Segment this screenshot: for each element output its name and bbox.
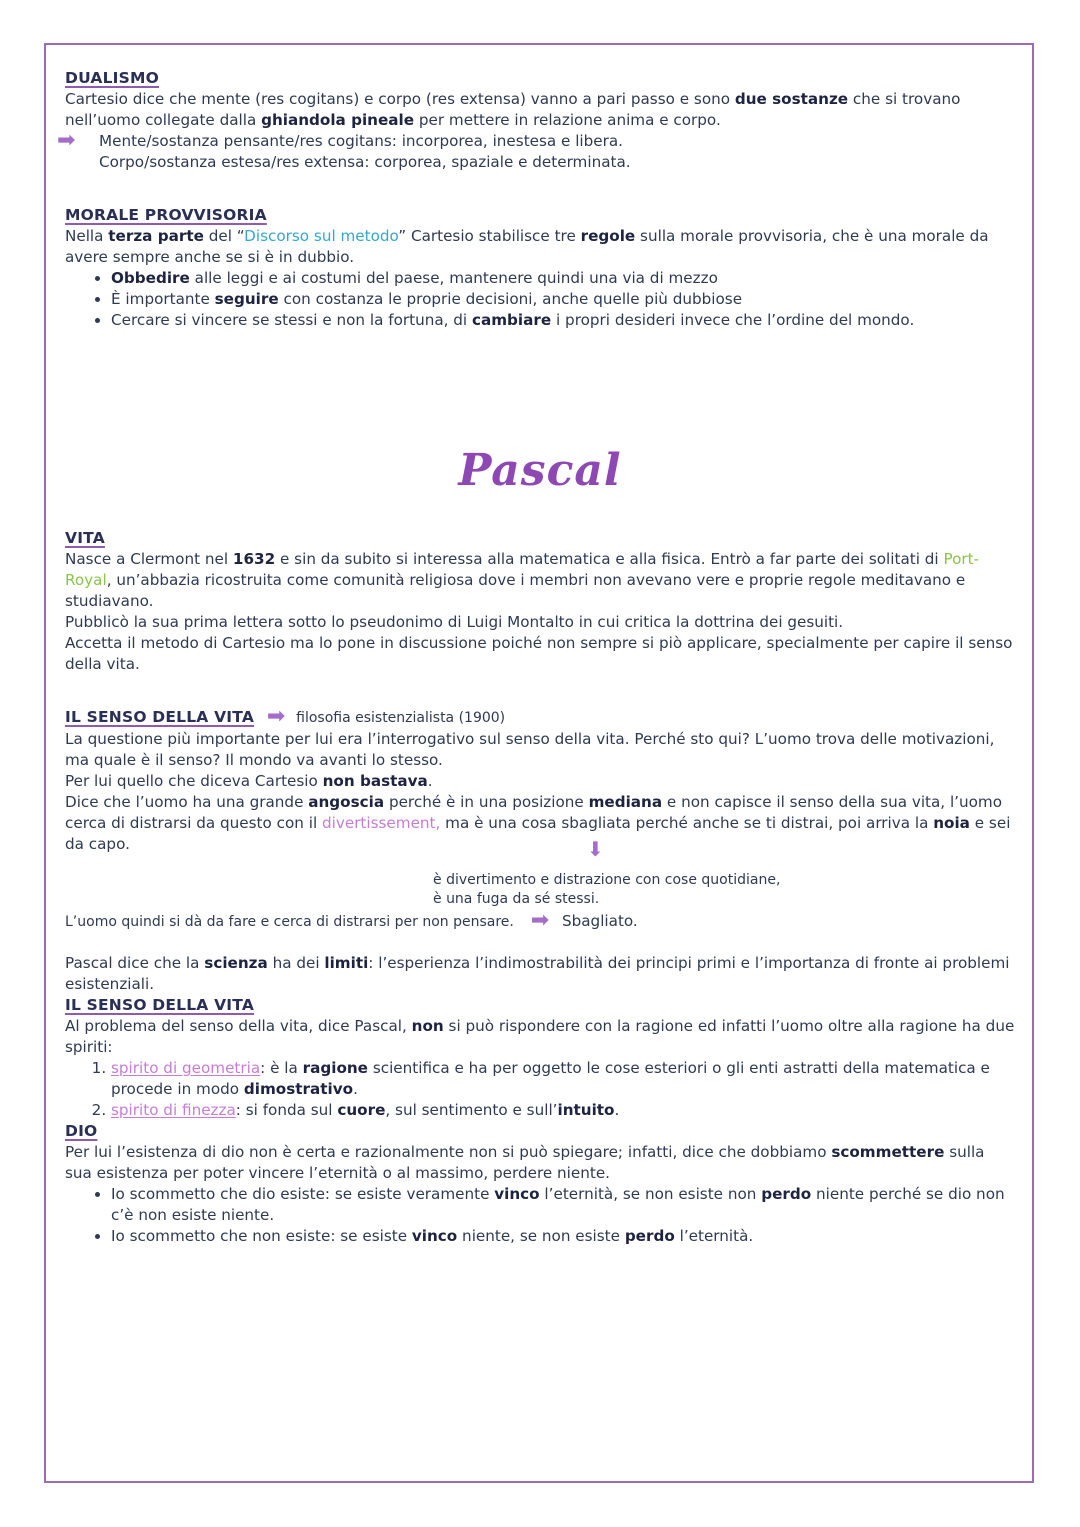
vita-paragraph-3: Accetta il metodo di Cartesio ma lo pone in discussione poiché non sempre si piò applicare, specialmente per capire il senso della vita. (65, 634, 1013, 673)
page-content (57, 68, 1015, 1245)
arrow-right-icon: ➡ (57, 128, 76, 153)
vita-paragraph-1: Nasce a Clermont nel 1632 e sin da subito si interessa alla matematica e alla fisica. Entrò a far parte dei solitati di Port-Royal, un’abbazia ricostruita come comunità religiosa dove i membri non avevano vere e proprie regole meditavano e studiavano. (65, 550, 980, 610)
dio-paragraph: Per lui l’esistenza di dio non è certa e razionalmente non si può spiegare; infatti, dice che dobbiamo scommettere sulla sua esistenza per poter vincere l’eternità o al massimo, perdere niente. (65, 1143, 985, 1182)
arrow-right-icon: ➡ (266, 704, 286, 729)
morale-paragraph: Nella terza parte del “Discorso sul metodo” Cartesio stabilisce tre regole sulla morale provvisoria, che è una morale da avere sempre anche se si è in dubbio. (65, 227, 989, 266)
list-item: • Obbedire alle leggi e ai costumi del paese, mantenere quindi una via di mezzo (111, 268, 1015, 289)
morale-rules-list (65, 268, 1015, 331)
spiriti-list (65, 1058, 1015, 1121)
page-title: Pascal (458, 445, 622, 496)
pascal-section (65, 528, 1015, 1247)
arrow-down-icon: ⬇ (587, 837, 604, 861)
heading-morale: MORALE PROVVISORIA (65, 206, 267, 224)
arrow-right-icon: ➡ (530, 908, 550, 933)
list-item: • Io scommetto che non esiste: se esiste vinco niente, se non esiste perdo l’eternità. (111, 1226, 1015, 1247)
dualismo-paragraph: Cartesio dice che mente (res cogitans) e corpo (res extensa) vanno a pari passo e sono due sostanze che si trovano nell’uomo collegate dalla ghiandola pineale per mettere in relazione anima e corpo. (65, 90, 961, 129)
existentialism-note: filosofia esistenzialista (1900) (296, 710, 506, 726)
dualismo-mente-line: ➡ Mente/sostanza pensante/res cogitans: incorporea, inestesa e libera. (57, 128, 624, 153)
list-item: 2. spirito di finezza: si fonda sul cuore, sul sentimento e sull’intuito. (111, 1100, 1015, 1121)
heading-vita: VITA (65, 529, 105, 547)
heading-dio: DIO (65, 1122, 98, 1140)
senso2-paragraph: Al problema del senso della vita, dice Pascal, non si può rispondere con la ragione ed infatti l’uomo oltre alla ragione ha due spiriti: (65, 1017, 1015, 1056)
vita-paragraph-2: Pubblicò la sua prima lettera sotto lo pseudonimo di Luigi Montalto in cui critica la dottrina dei gesuiti. (65, 613, 844, 631)
list-item: • Cercare si vincere se stessi e non la fortuna, di cambiare i propri desideri invece che l’ordine del mondo. (111, 310, 1015, 331)
heading-dualismo: DUALISMO (65, 69, 159, 87)
heading-senso-vita-2: IL SENSO DELLA VITA (65, 996, 255, 1014)
divertissement-note: è divertimento e distrazione con cose quotidiane, è una fuga da sé stessi. (433, 872, 781, 907)
senso-paragraph-1: La questione più importante per lui era l’interrogativo sul senso della vita. Perché sto qui? L’uomo trova delle motivazioni, ma quale è il senso? Il mondo va avanti lo stesso. (65, 730, 995, 769)
heading-senso-vita: IL SENSO DELLA VITA ➡ filosofia esistenzialista (1900) (65, 704, 506, 729)
list-item: 1. spirito di geometria: è la ragione scientifica e ha per oggetto le cose esteriori o gli enti astratti della matematica e procede in modo dimostrativo. (111, 1058, 1015, 1100)
list-item: • Io scommetto che dio esiste: se esiste veramente vinco l’eternità, se non esiste non perdo niente perché se dio non c’è non esiste niente. (111, 1184, 1015, 1226)
senso-paragraph-2: Per lui quello che diceva Cartesio non bastava. (65, 772, 433, 790)
divertissement-block (65, 837, 1015, 917)
list-item: • È importante seguire con costanza le proprie decisioni, anche quelle più dubbiose (111, 289, 1015, 310)
scommessa-list (65, 1184, 1015, 1247)
dualismo-corpo-line: Corpo/sostanza estesa/res extensa: corporea, spaziale e determinata. (99, 153, 631, 171)
senso-paragraph-4: Pascal dice che la scienza ha dei limiti: l’esperienza l’indimostrabilità dei principi primi e l’importanza di fronte ai problemi esistenziali. (65, 954, 1010, 993)
senso-paragraph-3: Dice che l’uomo ha una grande angoscia perché è in una posizione mediana e non capisce il senso della sua vita, l’uomo cerca di distrarsi da questo con il divertissement, ma è una cosa sbagliata perché anche se ti distrai, poi arriva la noia e sei da capo. (65, 793, 1011, 853)
senso-uomo-line: L’uomo quindi si dà da fare e cerca di distrarsi per non pensare. ➡ Sbagliato. (65, 908, 638, 933)
